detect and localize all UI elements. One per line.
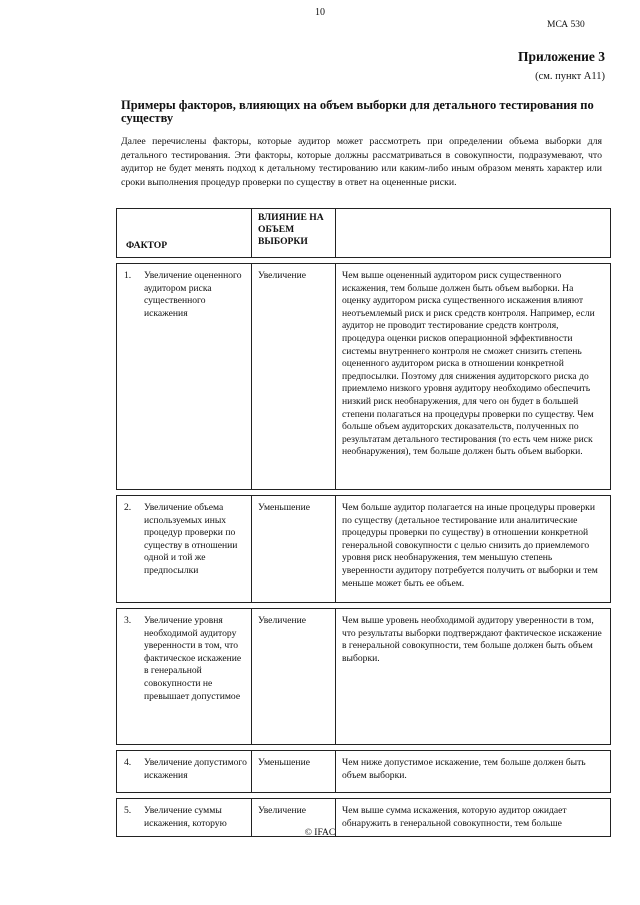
explanation-cell: Чем выше уровень необходимой аудитору уверенности в том, что результаты выборки подтверждают фактическое искажение в генеральной совокупности, тем больше должен быть объем выборки. (336, 609, 611, 745)
factor-cell (117, 751, 252, 793)
header-factor: ФАКТОР (117, 209, 252, 258)
explanation-cell: Чем выше сумма искажения, которую аудитор ожидает обнаружить в генеральной совокупности, тем больше (336, 799, 611, 837)
factor-text: Увеличение объема используемых иных процедур проверки по существу в отношении одной и той же предпосылки (144, 502, 238, 576)
influence-cell: Увеличение (252, 799, 336, 837)
factor-text: Увеличение суммы искажения, которую (144, 805, 227, 829)
factor-number: 1. (124, 270, 132, 281)
table-row (117, 496, 611, 603)
explanation-cell: Чем ниже допустимое искажение, тем больше должен быть объем выборки. (336, 751, 611, 793)
factor-number: 5. (124, 805, 132, 816)
influence-cell: Уменьшение (252, 496, 336, 603)
factors-table (116, 208, 611, 837)
factor-number: 4. (124, 757, 132, 768)
header-influence: ВЛИЯНИЕ НА ОБЪЕМ ВЫБОРКИ (252, 209, 336, 258)
factor-text: Увеличение допустимого искажения (144, 757, 247, 781)
factor-text: Увеличение уровня необходимой аудитору уверенности в том, что фактическое искажение в генеральной совокупности не превышает допустимое (144, 615, 242, 702)
factor-number: 2. (124, 502, 132, 513)
explanation-cell: Чем больше аудитор полагается на иные процедуры проверки по существу (детальное тестирование или аналитические процедуры проверки по существу) в отношении конкретной генеральной совокупности с целью снизить до приемлемого уровня риск необнаружения, тем меньшую степень уверенности аудитору потребуется получить от выборки и тем меньше может быть ее объем. (336, 496, 611, 603)
intro-paragraph: Далее перечислены факторы, которые аудитор может рассмотреть при определении объема выборки для детального тестирования. Эти факторы, которые должны рассматриваться в совокупности, подразумевают, что аудитор не будет менять подход к детальному тестированию или каким-либо иным образом менять характер или сроки выполнения процедур проверки по существу в ответ на оцененные риски. (121, 136, 602, 188)
appendix-label: Приложение 3 (517, 49, 605, 64)
factor-number: 3. (124, 615, 132, 626)
explanation-cell: Чем выше оцененный аудитором риск существенного искажения, тем больше должен быть объем выборки. На оценку аудитором риска существенного искажения влияют неотъемлемый риск и риск средств контроля. Например, если аудитор не проводит тестирование средств контроля, процедура оценки рисков операционной эффективности системы внутреннего контроля не сможет снизить степень оцененного аудитором риска в отношении конкретной предпосылки. Поэтому для снижения аудиторского риска до приемлемо низкого уровня аудитору необходимо обеспечить низкий риск необнаружения, для чего он будет в большей степени полагаться на процедуры проверки по существу. Чем больше объем аудиторских доказательств, полученных по результатам детального тестирования (то есть чем ниже риск необнаружения), тем больше должен быть объем выборки. (336, 264, 611, 490)
influence-cell: Уменьшение (252, 751, 336, 793)
factor-cell (117, 496, 252, 603)
footer-copyright: © IFAC (304, 828, 336, 838)
table-header-row (117, 209, 611, 258)
page-number: 10 (315, 7, 325, 18)
factor-text: Увеличение оцененного аудитором риска существенного искажения (144, 270, 242, 319)
factor-cell (117, 264, 252, 490)
table-row (117, 264, 611, 490)
table-row (117, 751, 611, 793)
factor-cell (117, 609, 252, 745)
standard-code: МСА 530 (547, 20, 585, 30)
section-title: Примеры факторов, влияющих на объем выборки для детального тестирования по существу (121, 98, 594, 125)
appendix-reference: (см. пункт А11) (535, 71, 605, 82)
influence-cell: Увеличение (252, 609, 336, 745)
influence-cell: Увеличение (252, 264, 336, 490)
table-row (117, 609, 611, 745)
header-explanation (336, 209, 611, 258)
